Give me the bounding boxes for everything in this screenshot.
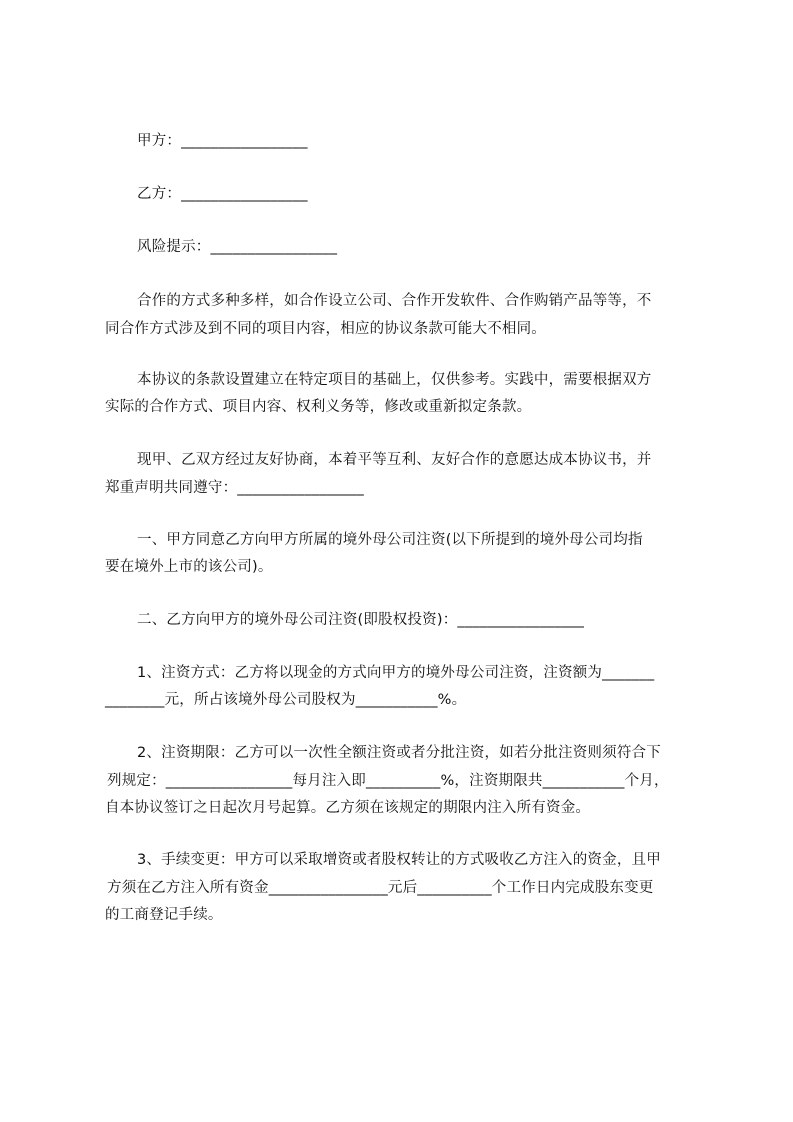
clause-3-line-2: 方须在乙方注入所有资金________________元后__________个工作日内完成股东变更 bbox=[107, 880, 654, 896]
risk-notice-line: 风险提示：_________________ bbox=[137, 239, 338, 255]
para-1-line-1: 合作的方式多种多样，如合作设立公司、合作开发软件、合作购销产品等等，不 bbox=[137, 293, 652, 309]
clause-1-line-2: ________元，所占该境外母公司股权为___________%。 bbox=[105, 692, 467, 708]
para-1-line-2: 同合作方式涉及到不同的项目内容，相应的协议条款可能大不相同。 bbox=[105, 321, 546, 337]
para-2-line-1: 本协议的条款设置建立在特定项目的基础上，仅供参考。实践中，需要根据双方 bbox=[137, 372, 652, 388]
clause-2-line-1: 2、注资期限：乙方可以一次性全额注资或者分批注资，如若分批注资则须符合下 bbox=[137, 745, 661, 761]
clause-2-line-2: 列规定：_________________每月注入即__________%，注资期限共___________个月， bbox=[107, 773, 669, 789]
section-1-line-1: 一、甲方同意乙方向甲方所属的境外母公司注资(以下所提到的境外母公司均指 bbox=[137, 532, 643, 548]
section-2-heading: 二、乙方向甲方的境外母公司注资(即股权投资)：_________________ bbox=[137, 612, 585, 628]
party-b-line: 乙方：_________________ bbox=[137, 186, 308, 202]
para-3-line-1: 现甲、乙双方经过友好协商，本着平等互利、友好合作的意愿达成本协议书，并 bbox=[137, 452, 652, 468]
section-1-line-2: 要在境外上市的该公司)。 bbox=[105, 559, 273, 575]
clause-1-line-1: 1、注资方式：乙方将以现金的方式向甲方的境外母公司注资，注资额为_______ bbox=[137, 665, 655, 681]
clause-3-line-3: 的工商登记手续。 bbox=[105, 907, 223, 923]
party-a-line: 甲方：_________________ bbox=[137, 133, 308, 149]
para-3-line-2: 郑重声明共同遵守：_________________ bbox=[105, 480, 364, 496]
clause-2-line-3: 自本协议签订之日起次月号起算。乙方须在该规定的期限内注入所有资金。 bbox=[105, 800, 591, 816]
para-2-line-2: 实际的合作方式、项目内容、权利义务等，修改或重新拟定条款。 bbox=[105, 399, 532, 415]
clause-3-line-1: 3、手续变更：甲方可以采取增资或者股权转让的方式吸收乙方注入的资金，且甲 bbox=[137, 852, 661, 868]
